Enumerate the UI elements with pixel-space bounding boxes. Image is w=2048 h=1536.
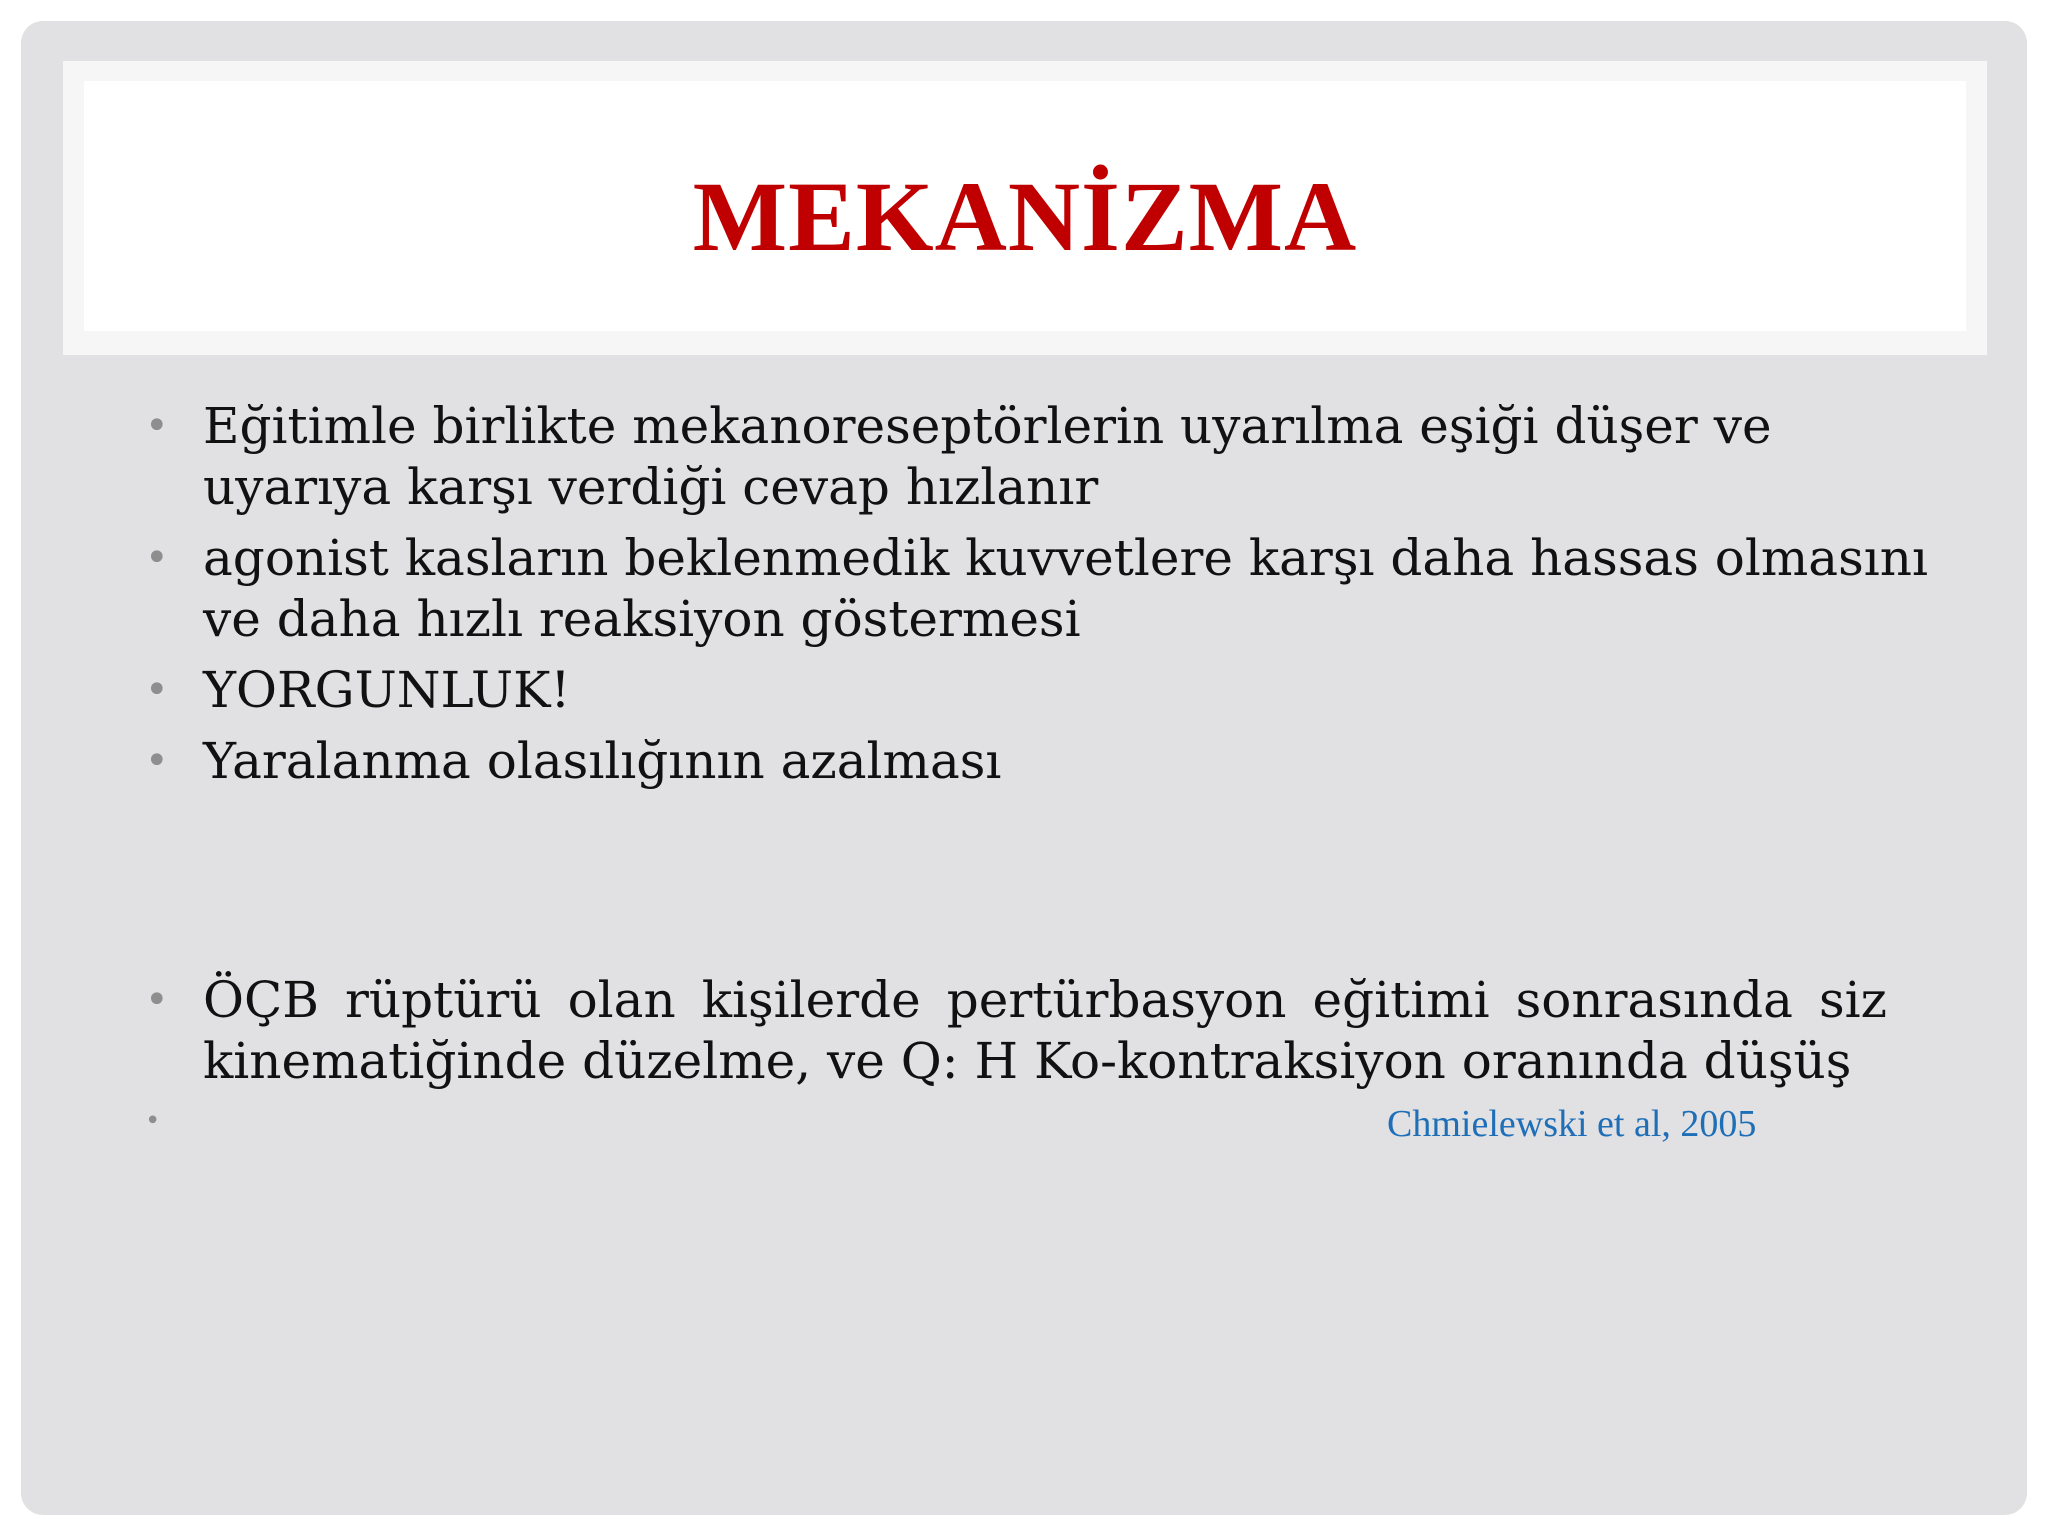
bullet-text: Yaralanma olasılığının azalması [203, 732, 1002, 790]
slide [21, 21, 2027, 1515]
title-box [84, 81, 1966, 331]
citation-row [145, 1102, 1945, 1158]
bullet-item [145, 396, 1945, 518]
bullet-glyph: • [145, 738, 169, 784]
slide-content [145, 396, 1945, 1158]
title-frame [63, 61, 1987, 355]
bullet-text: Eğitimle birlikte mekanoreseptörlerin uyarılma eşiği düşer ve uyarıya karşı verdiği cevap hızlanır [203, 397, 1772, 516]
bullet-glyph: • [145, 977, 169, 1023]
bullet-glyph: • [145, 535, 169, 581]
bullet-text: YORGUNLUK! [203, 661, 571, 719]
bullet-glyph: • [145, 403, 169, 449]
bullet-text: agonist kasların beklenmedik kuvvetlere karşı daha hassas olmasını ve daha hızlı reaksiyon göstermesi [203, 529, 1928, 648]
bullet-glyph: • [145, 1106, 161, 1136]
bullet-item [145, 970, 1887, 1092]
citation: Chmielewski et al, 2005 [1387, 1103, 1757, 1145]
bullet-item [145, 528, 1945, 650]
bullet-item [145, 660, 1945, 721]
bullet-glyph: • [145, 667, 169, 713]
bullet-item [145, 731, 1945, 792]
spacer [145, 802, 1945, 970]
slide-title: MEKANİZMA [692, 160, 1358, 272]
bullet-text: ÖÇB rüptürü olan kişilerde pertürbasyon eğitimi sonrasında siz kinematiğinde düzelme, ve Q: H Ko-kontraksiyon oranında düşüş [203, 971, 1887, 1090]
